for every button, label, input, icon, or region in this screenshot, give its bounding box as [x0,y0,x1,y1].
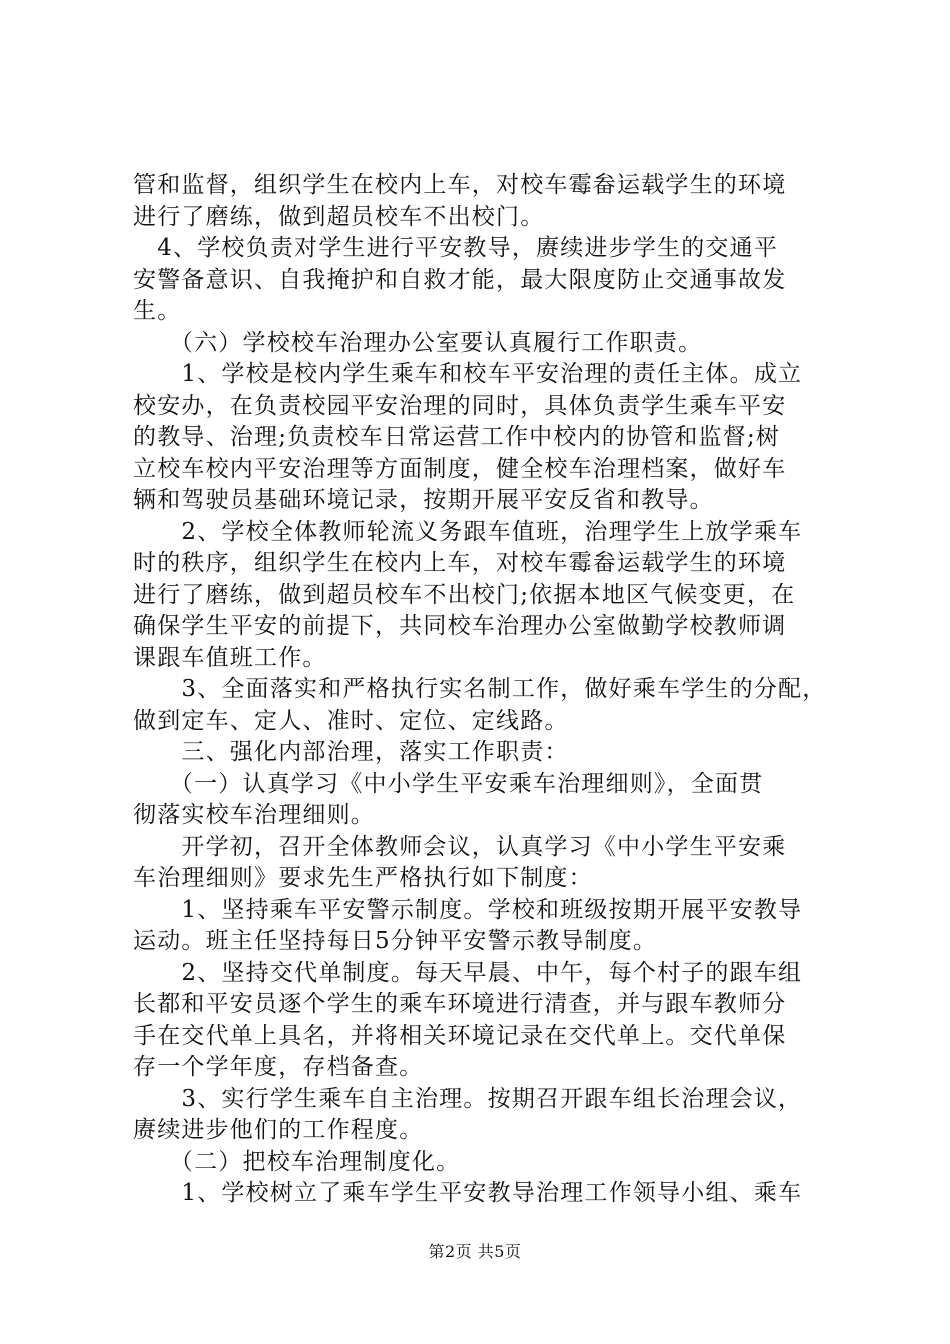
text-line: （一）认真学习《中小学生平安乘车治理细则》，全面贯 [133,770,764,797]
text-line: 存一个学年度，存档备查。 [133,1054,424,1080]
text-line: 安警备意识、自我掩护和自救才能，最大限度防止交通事故发 [133,266,787,293]
text-line: 1、坚持乘车平安警示制度。学校和班级按期开展平安教导 [133,896,803,923]
text-line: 生。 [133,298,182,324]
text-line: 的教导、治理;负责校车日常运营工作中校内的协管和监督;树 [133,424,781,450]
text-line: 手在交代单上具名，并将相关环境记录在交代单上。交代单保 [133,1022,787,1049]
text-line: 运动。班主任坚持每日5分钟平安警示教导制度。 [133,928,658,954]
text-line: 长都和平安员逐个学生的乘车环境进行清查，并与跟车教师分 [133,991,787,1017]
text-line: 管和监督，组织学生在校内上车，对校车霉畚运载学生的环境 [133,172,787,198]
text-line: 车治理细则》要求先生严格执行如下制度： [133,865,593,891]
text-line: 立校车校内平安治理等方面制度，健全校车治理档案，做好车 [133,455,787,482]
text-line: 赓续进步他们的工作程度。 [133,1117,424,1143]
text-line: 进行了磨练，做到超员校车不出校门。 [133,203,545,230]
text-line: 开学初，召开全体教师会议，认真学习《中小学生平安乘 [133,833,787,860]
text-line: 4、学校负责对学生进行平安教导，赓续进步学生的交通平 [133,235,779,261]
text-line: 2、学校全体教师轮流义务跟车值班，治理学生上放学乘车 [133,518,803,545]
text-line: 1、学校是校内学生乘车和校车平安治理的责任主体。成立 [133,361,803,387]
text-line: 3、全面落实和严格执行实名制工作，做好乘车学生的分配， [133,676,827,702]
body-text [133,170,838,1210]
text-line: 时的秩序，组织学生在校内上车，对校车霉畚运载学生的环境 [133,550,787,576]
text-line: （二）把校车治理制度化。 [133,1148,461,1175]
text-line: 2、坚持交代单制度。每天早晨、中午，每个村子的跟车组 [133,959,803,986]
text-line: 1、学校树立了乘车学生平安教导治理工作领导小组、乘车 [133,1180,803,1206]
text-line: 做到定车、定人、准时、定位、定线路。 [133,707,569,734]
text-line: 3、实行学生乘车自主治理。按期召开跟车组长治理会议， [133,1085,803,1112]
text-line: 确保学生平安的前提下，共同校车治理办公室做勤学校教师调 [133,613,787,639]
text-line: （六）学校校车治理办公室要认真履行工作职责。 [133,329,703,356]
page-number-footer: 第2页 共5页 [428,1242,522,1261]
text-line: 校安办，在负责校园平安治理的同时，具体负责学生乘车平安 [133,392,787,419]
text-line: 彻落实校车治理细则。 [133,802,375,828]
text-line: 辆和驾驶员基础环境记录，按期开展平安反省和教导。 [133,487,714,513]
text-line: 课跟车值班工作。 [133,644,327,671]
text-line: 三、强化内部治理，落实工作职责： [133,739,569,765]
text-line: 进行了磨练，做到超员校车不出校门;依据本地区气候变更，在 [133,581,796,608]
